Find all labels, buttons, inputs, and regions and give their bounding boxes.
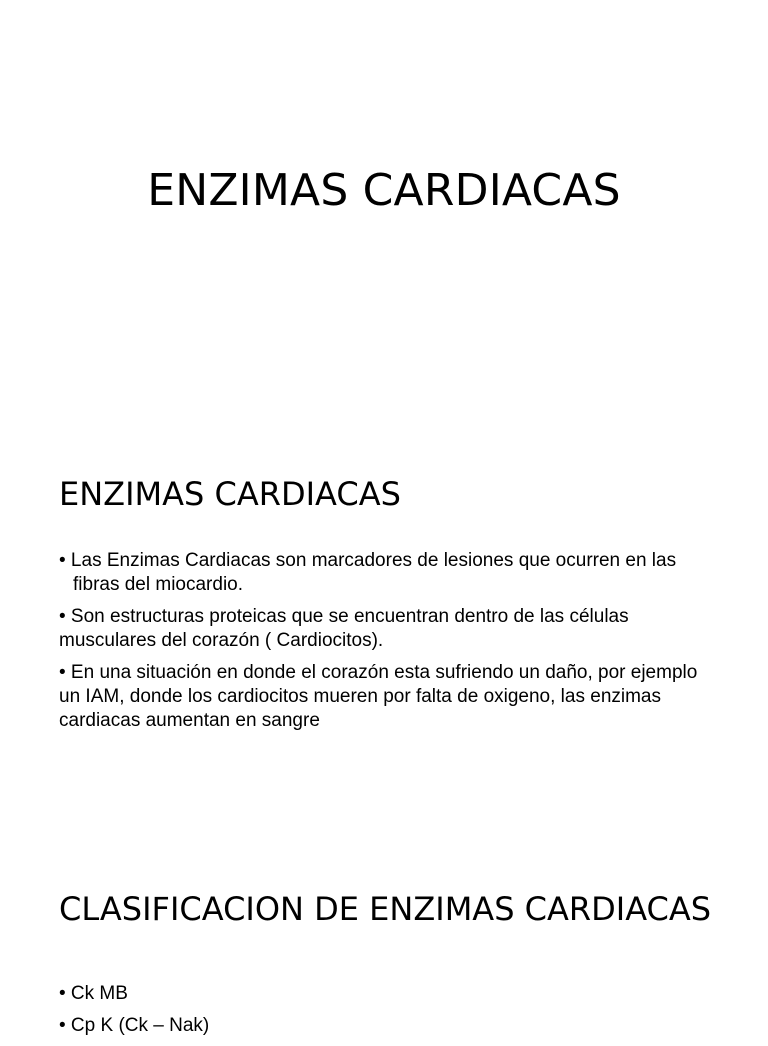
bullet-item: • Son estructuras proteicas que se encuentran dentro de las células musculares del corazón ( Cardiocitos). [59,606,629,651]
content-slide [0,830,768,1036]
bullet-list [59,549,719,741]
slide-title: CLASIFICACION DE ENZIMAS CARDIACAS [59,890,712,928]
bullet-item: • En una situación en donde el corazón esta sufriendo un daño, por ejemplo un IAM, donde los cardiocitos mueren por falta de oxigeno, las enzimas cardiacas aumentan en sangre [59,662,698,731]
bullet-item: • Ck MB [59,983,128,1004]
bullet-item: • Cp K (Ck – Nak) [59,1015,210,1036]
slide-title: ENZIMAS CARDIACAS [59,475,401,513]
title-slide [0,0,768,415]
content-slide [0,415,768,830]
bullet-item: • Las Enzimas Cardiacas son marcadores de lesiones que ocurren en las fibras del miocardio. [59,550,677,595]
bullet-list [59,982,719,1046]
presentation-title: ENZIMAS CARDIACAS [147,165,621,216]
